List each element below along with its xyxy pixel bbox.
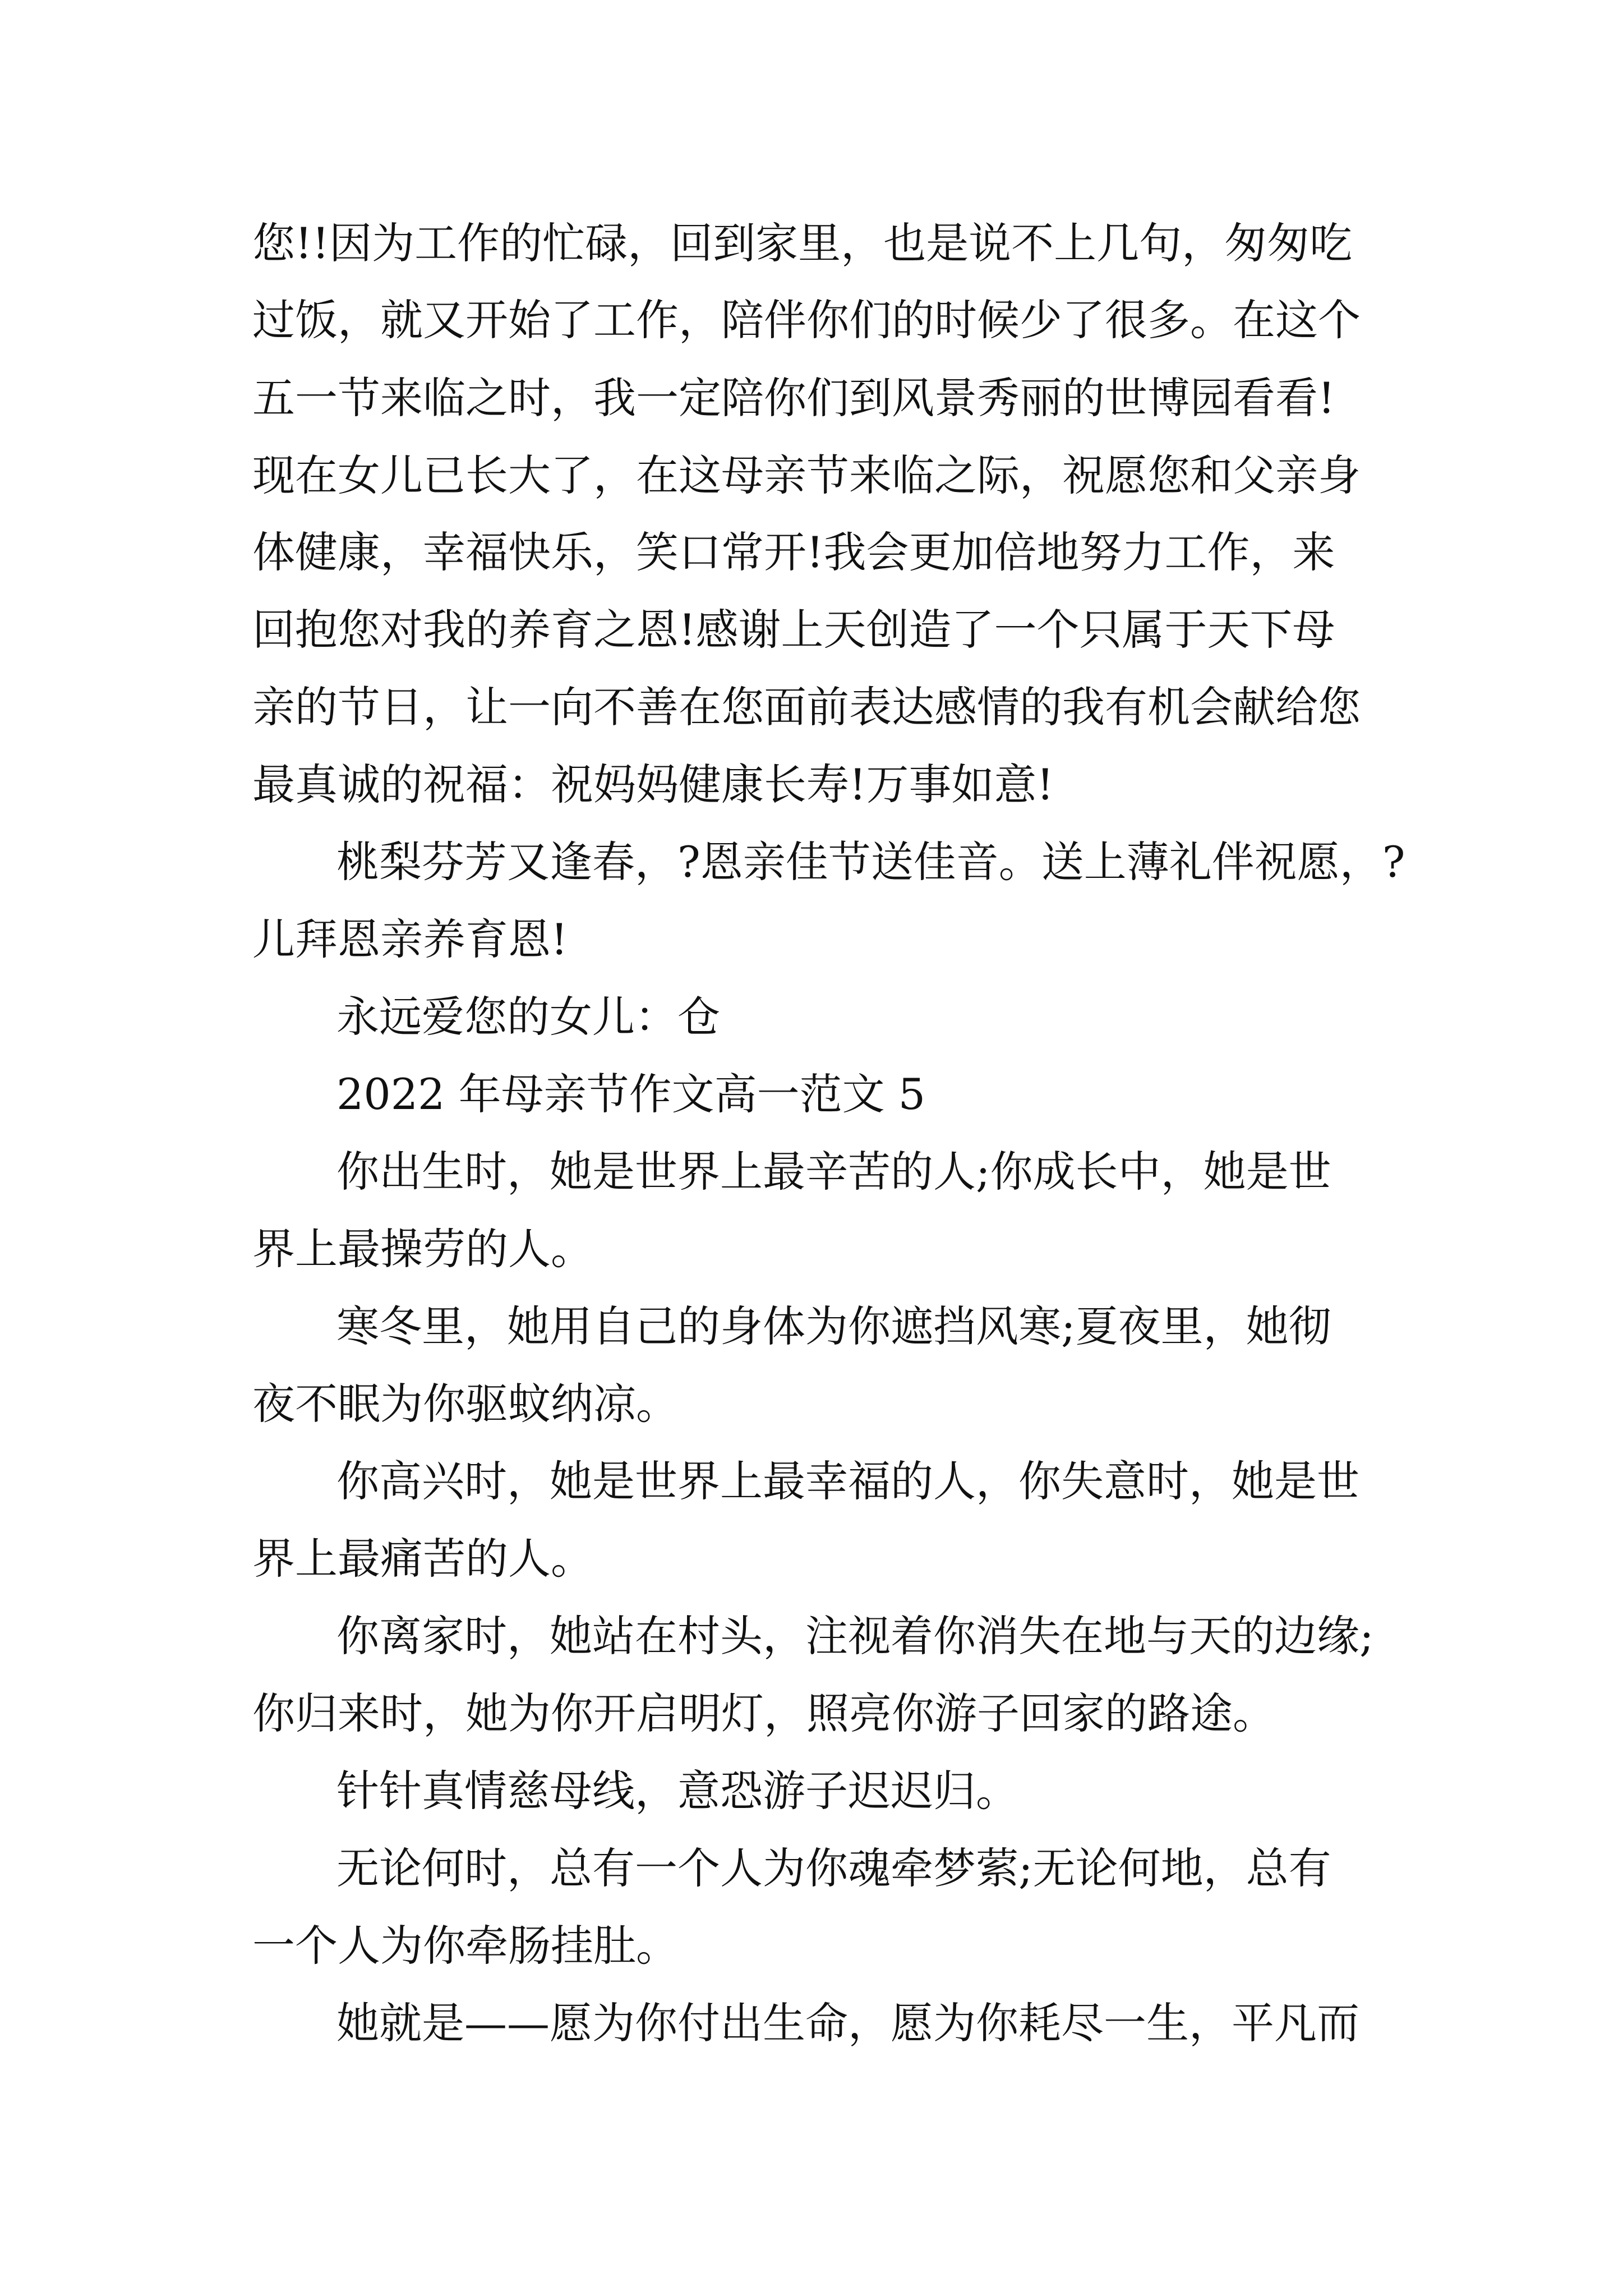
- text-line: 现在女儿已长大了，在这母亲节来临之际，祝愿您和父亲身: [252, 450, 1361, 500]
- paragraph-first-line: 桃梨芬芳又逢春，?恩亲佳节送佳音。送上薄礼伴祝愿，?: [336, 837, 1405, 887]
- paragraph-first-line: 针针真情慈母线，意恐游子迟迟归。: [336, 1766, 1018, 1816]
- paragraph-first-line: 你出生时，她是世界上最辛苦的人;你成长中，她是世: [336, 1147, 1331, 1197]
- signature-line: 永远爱您的女儿：仓: [336, 992, 720, 1042]
- text-line: 儿拜恩亲养育恩!: [252, 914, 568, 964]
- text-line: 亲的节日，让一向不善在您面前表达感情的我有机会献给您: [252, 682, 1361, 732]
- text-line: 你归来时，她为你开启明灯，照亮你游子回家的路途。: [252, 1688, 1275, 1738]
- text-line: 界上最痛苦的人。: [252, 1534, 593, 1584]
- text-line: 过饭，就又开始了工作，陪伴你们的时候少了很多。在这个: [252, 295, 1361, 345]
- paragraph-first-line: 你离家时，她站在村头，注视着你消失在地与天的边缘;: [336, 1611, 1374, 1661]
- text-line: 界上最操劳的人。: [252, 1224, 593, 1274]
- section-title: 2022 年母亲节作文高一范文 5: [336, 1069, 926, 1119]
- text-line: 五一节来临之时，我一定陪你们到风景秀丽的世博园看看!: [252, 373, 1335, 423]
- text-line: 一个人为你牵肠挂肚。: [252, 1921, 679, 1971]
- text-line: 夜不眠为你驱蚊纳凉。: [252, 1379, 679, 1429]
- paragraph-first-line: 她就是——愿为你付出生命，愿为你耗尽一生，平凡而: [336, 1998, 1359, 2048]
- text-line: 最真诚的祝福：祝妈妈健康长寿!万事如意!: [252, 760, 1054, 809]
- text-line: 体健康，幸福快乐，笑口常开!我会更加倍地努力工作，来: [252, 527, 1335, 577]
- paragraph-first-line: 寒冬里，她用自己的身体为你遮挡风寒;夏夜里，她彻: [336, 1301, 1331, 1351]
- paragraph-first-line: 你高兴时，她是世界上最幸福的人，你失意时，她是世: [336, 1456, 1359, 1506]
- text-line: 您!!因为工作的忙碌，回到家里，也是说不上几句，匆匆吃: [252, 218, 1353, 268]
- text-line: 回抱您对我的养育之恩!感谢上天创造了一个只属于天下母: [252, 605, 1335, 655]
- paragraph-first-line: 无论何时，总有一个人为你魂牵梦萦;无论何地，总有: [336, 1843, 1331, 1893]
